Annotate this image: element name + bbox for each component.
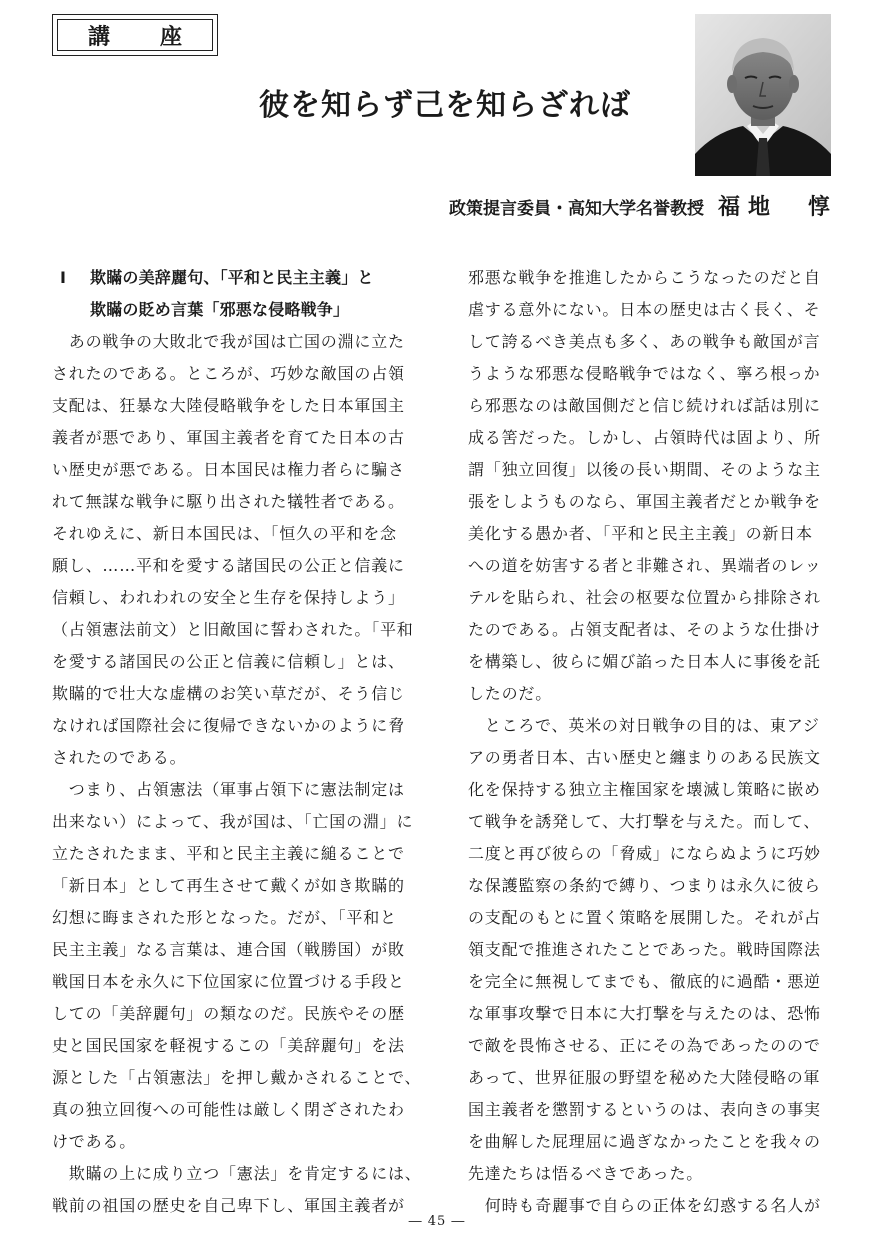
- author-role: 政策提言委員・高知大学名誉教授: [448, 199, 704, 219]
- text-line: あの戦争の大敗北で我が国は亡国の淵に立た: [52, 332, 405, 351]
- byline: [360, 190, 838, 221]
- text-line: 領支配で推進されたことであった。戦時国際法: [468, 940, 821, 959]
- article-title: 彼を知らず己を知らざれば: [259, 88, 631, 123]
- text-line: されたのである。ところが、巧妙な敵国の占領: [52, 364, 405, 383]
- text-line: して誇るべき美点も多く、あの戦争も敵国が言: [468, 332, 821, 351]
- page-number: ― 45 ―: [408, 1214, 466, 1229]
- left-column: [52, 262, 422, 1222]
- text-line: 源とした「占領憲法」を押し戴かされることで、: [52, 1068, 422, 1087]
- text-line: 先達たちは悟るべきであった。: [468, 1164, 704, 1183]
- text-line: 民主主義」なる言葉は、連合国（戦勝国）が敗: [52, 940, 405, 959]
- text-line: 真の独立回復への可能性は厳しく閉ざされたわ: [52, 1100, 405, 1119]
- text-line: で敵を畏怖させる、正にその為であったのので: [468, 1036, 821, 1055]
- section-label-box: [52, 14, 218, 56]
- text-line: つまり、占領憲法（軍事占領下に憲法制定は: [52, 780, 405, 799]
- text-line: したのだ。: [468, 684, 553, 703]
- section-label: 講 座: [57, 19, 213, 51]
- text-line: ら邪悪なのは敵国側だと信じ続ければ話は別に: [468, 396, 821, 415]
- text-line: 欺瞞的で壮大な虚構のお笑い草だが、そう信じ: [52, 684, 405, 703]
- text-line: 願し、……平和を愛する諸国民の公正と信義に: [52, 556, 405, 575]
- text-line: 国主義者を懲罰するというのは、表向きの事実: [468, 1100, 821, 1119]
- text-line: を愛する諸国民の公正と信義に信頼し」とは、: [52, 652, 405, 671]
- text-line: 「新日本」として再生させて戴くが如き欺瞞的: [52, 876, 405, 895]
- text-line: 戦国日本を永久に下位国家に位置づける手段と: [52, 972, 405, 991]
- text-line: アの勇者日本、古い歴史と纏まりのある民族文: [468, 748, 821, 767]
- text-line: 支配は、狂暴な大陸侵略戦争をした日本軍国主: [52, 396, 405, 415]
- text-line: て戦争を誘発して、大打撃を与えた。而して、: [468, 812, 821, 831]
- text-line: 欺瞞の上に成り立つ「憲法」を肯定するには、: [52, 1164, 422, 1183]
- text-line: （占領憲法前文）と旧敵国に誓わされた。「平和: [52, 620, 414, 639]
- text-line: 化を保持する独立主権国家を壊滅し策略に嵌め: [468, 780, 821, 799]
- section-heading-line: 欺瞞の貶め言葉「邪悪な侵略戦争」: [90, 300, 350, 319]
- text-line: あって、世界征服の野望を秘めた大陸侵略の軍: [468, 1068, 821, 1087]
- author-name: 福地 惇: [717, 194, 838, 220]
- text-line: 二度と再び彼らの「脅威」にならぬように巧妙: [468, 844, 821, 863]
- text-line: それゆえに、新日本国民は、「恒久の平和を念: [52, 524, 397, 543]
- text-line: されたのである。: [52, 748, 187, 767]
- text-line: 信頼し、われわれの安全と生存を保持しよう」: [52, 588, 405, 607]
- text-line: 出来ない）によって、我が国は、「亡国の淵」に: [52, 812, 414, 831]
- text-line: 美化する愚か者、「平和と民主主義」の新日本: [468, 524, 813, 543]
- text-line: うような邪悪な侵略戦争ではなく、寧ろ根っか: [468, 364, 821, 383]
- text-line: な保護監察の条約で縛り、つまりは永久に彼ら: [468, 876, 821, 895]
- text-line: を曲解した屁理屈に過ぎなかったことを我々の: [468, 1132, 821, 1151]
- text-line: たのである。占領支配者は、そのような仕掛け: [468, 620, 821, 639]
- section-heading-text: 欺瞞の美辞麗句、「平和と民主主義」と: [90, 268, 374, 287]
- text-line: な軍事攻撃で日本に大打撃を与えたのは、恐怖: [468, 1004, 821, 1023]
- text-line: 何時も奇麗事で自らの正体を幻惑する名人が: [468, 1196, 821, 1215]
- author-portrait: [695, 14, 831, 176]
- text-line: 戦前の祖国の歴史を自己卑下し、軍国主義者が: [52, 1196, 405, 1215]
- text-line: 幻想に晦まされた形となった。だが、「平和と: [52, 908, 397, 927]
- text-line: 邪悪な戦争を推進したからこうなったのだと自: [468, 268, 821, 287]
- text-line: を完全に無視してまでも、徹底的に過酷・悪逆: [468, 972, 821, 991]
- text-line: 虐する意外にない。日本の歴史は古く長く、そ: [468, 300, 821, 319]
- text-line: への道を妨害する者と非難され、異端者のレッ: [468, 556, 822, 575]
- text-line: れて無謀な戦争に駆り出された犠牲者である。: [52, 492, 405, 511]
- text-line: しての「美辞麗句」の類なのだ。民族やその歴: [52, 1004, 405, 1023]
- text-line: 張をしようものなら、軍国主義者だとか戦争を: [468, 492, 821, 511]
- text-line: 成る筈だった。しかし、占領時代は固より、所: [468, 428, 821, 447]
- text-line: 史と国民国家を軽視するこの「美辞麗句」を法: [52, 1036, 405, 1055]
- text-line: 立たされたまま、平和と民主主義に縋ることで: [52, 844, 405, 863]
- text-line: テルを貼られ、社会の枢要な位置から排除され: [468, 588, 821, 607]
- text-line: の支配のもとに置く策略を展開した。それが占: [468, 908, 821, 927]
- text-line: を構築し、彼らに媚び諂った日本人に事後を託: [468, 652, 821, 671]
- text-line: ところで、英米の対日戦争の目的は、東アジ: [468, 716, 820, 735]
- text-line: けである。: [52, 1132, 137, 1151]
- right-column: [468, 262, 830, 1222]
- text-line: なければ国際社会に復帰できないかのように脅: [52, 716, 405, 735]
- section-heading-line: [52, 262, 414, 294]
- text-line: 義者が悪であり、軍国主義者を育てた日本の古: [52, 428, 405, 447]
- text-line: 謂「独立回復」以後の長い期間、そのような主: [468, 460, 821, 479]
- section-number: Ⅰ: [60, 268, 67, 287]
- text-line: い歴史が悪である。日本国民は権力者らに騙さ: [52, 460, 405, 479]
